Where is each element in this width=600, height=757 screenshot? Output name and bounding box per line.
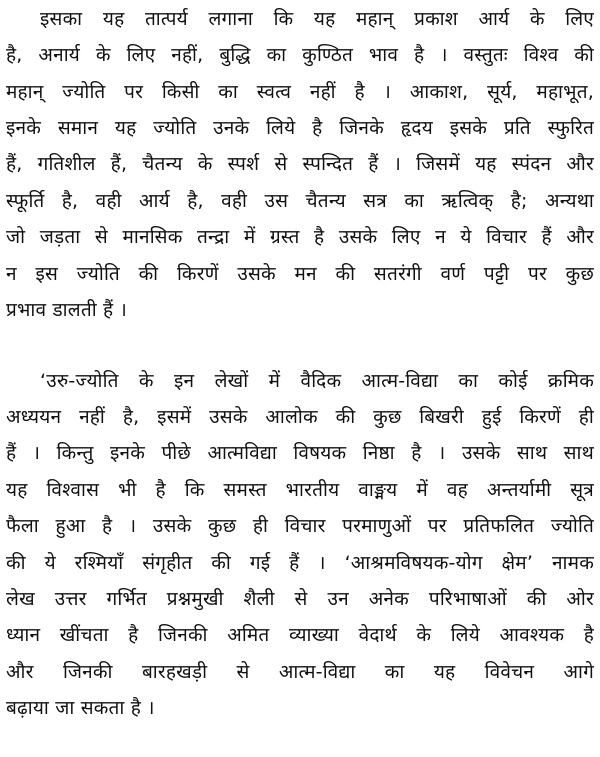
text-line: ‘उरु-ज्योति के इन लेखों में वैदिक आत्म-विद्या का कोई क्रमिक (40, 370, 594, 392)
text-line: जो जड़ता से मानसिक तन्द्रा में ग्रस्त है उसके लिए न ये विचार हैं और (6, 226, 594, 248)
text-line: इसका यह तात्पर्य लगाना कि यह महान् प्रकाश आर्य के लिए (40, 8, 594, 30)
text-line: की ये रश्मियाँ संगृहीत की गई हैं । ‘आश्रमविषयक-योग क्षेम’ नामक (6, 552, 594, 574)
text-line: हैं, गतिशील हैं, चैतन्य के स्पर्श से स्पन्दित हैं । जिसमें यह स्पंदन और (6, 153, 594, 175)
text-line: और जिनकी बारहखड़ी से आत्म-विद्या का यह विवेचन आगे (6, 661, 594, 683)
text-line: स्फूर्ति है, वही आर्य है, वही उस चैतन्य सत्र का ऋत्विक् है; अन्यथा (6, 190, 594, 212)
text-line: न इस ज्योति की किरणें उसके मन की सतरंगी वर्ण पट्टी पर कुछ (6, 263, 594, 285)
text-line: फैला हुआ है । उसके कुछ ही विचार परमाणुओं पर प्रतिफलित ज्योति (6, 515, 594, 537)
text-line: हैं । किन्तु इनके पीछे आत्मविद्या विषयक निष्ठा है । उसके साथ साथ (6, 442, 594, 464)
text-line: ध्यान खींचता है जिनकी अमित व्याख्या वेदार्थ के लिये आवश्यक है (6, 624, 594, 646)
text-line: बढ़ाया जा सकता है । (6, 697, 155, 719)
text-line: इनके समान यह ज्योति उनके लिये है जिनके हृदय इसके प्रति स्फुरित (6, 117, 594, 139)
text-line: अध्ययन नहीं है, इसमें उसके आलोक की कुछ बिखरी हुई किरणें ही (6, 406, 594, 428)
text-line: लेख उत्तर गर्भित प्रश्नमुखी शैली से उन अनेक परिभाषाओं की ओर (6, 588, 594, 610)
text-line: यह विश्वास भी है कि समस्त भारतीय वाङ्मय में वह अन्तर्यामी सूत्र (6, 479, 594, 501)
text-line: महान् ज्योति पर किसी का स्वत्व नहीं है । आकाश, सूर्य, महाभूत, (6, 81, 594, 103)
text-line: है, अनार्य के लिए नहीं, बुद्धि का कुण्ठित भाव है । वस्तुतः विश्व की (6, 44, 594, 66)
text-line: प्रभाव डालती हैं । (6, 299, 127, 321)
